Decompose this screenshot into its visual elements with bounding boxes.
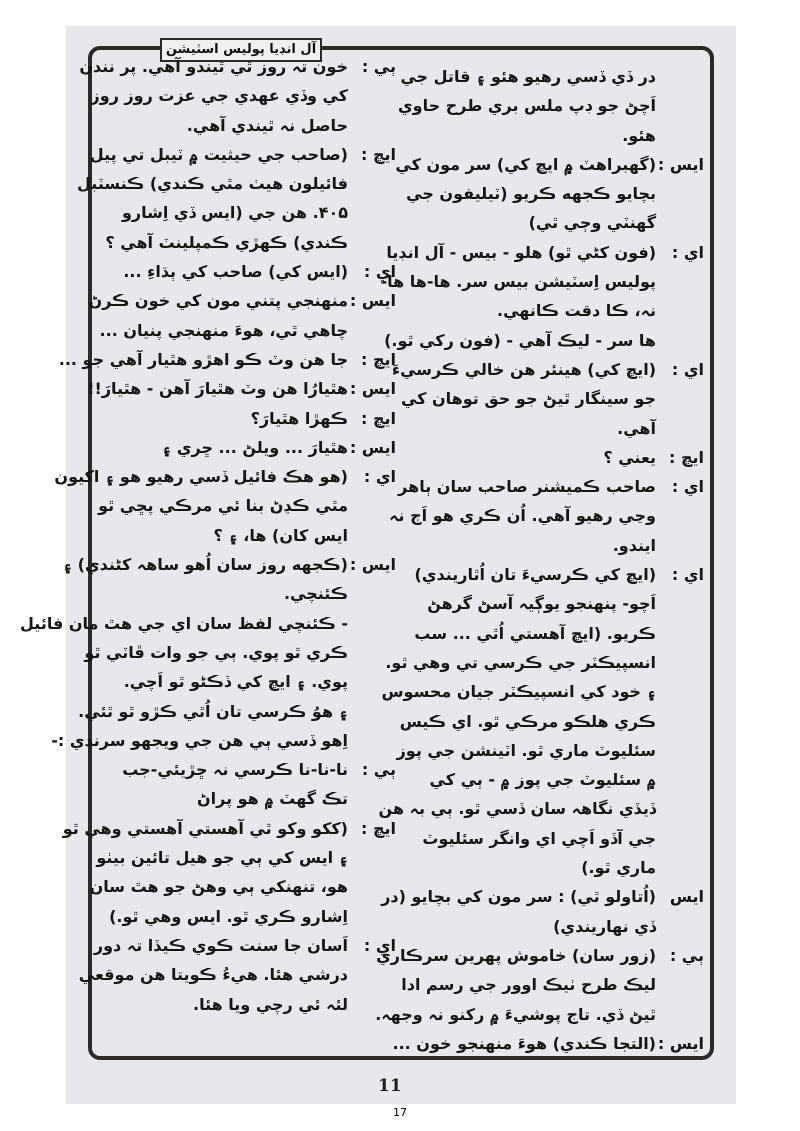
dialogue-line [58,345,396,374]
line-text: پوليس اِسٽيشن بيس سر. ها-ها ها- [380,272,656,292]
line-text: درشي هئا. هيءُ ڪويتا هن موقعي [78,965,348,985]
dialogue-line [406,179,704,208]
line-text: پوي. ۽ ايڇ کي ڏڪڻو ٿو اَچي. [123,672,348,692]
dialogue-line [396,736,704,765]
speaker-label: ايڇ : [361,144,396,164]
line-text: - ڪئنچي لفظ سان اي جي هٿ مان فائيل [20,613,348,633]
dialogue-line [412,912,704,941]
line-text: مٿي ڪڍڻ بنا ئي مرڪي پڇي ٿو [98,496,348,516]
dialogue-line [412,296,704,325]
dialogue-line [386,238,704,267]
dialogue-line [54,462,396,491]
dialogue-line [385,648,704,677]
line-text: ڏي نهاريندي) [553,916,656,936]
dialogue-line [104,198,396,227]
dialogue-line [401,970,704,999]
line-text: گهنٽي وڄي ٿي) [528,213,656,233]
dialogue-line [378,794,704,823]
line-text: هٿيارُا هن وٽ هٿيارَ آهن - هٿيارَ!! [87,379,348,399]
dialogue-line [104,433,396,462]
line-text: (التجا ڪندي) هوءَ منهنجو خون ... [392,1033,656,1053]
dialogue-line [412,414,704,443]
dialogue-line [104,755,396,784]
dialogue-line [77,169,396,198]
line-text: ها سر - ليڪ آهي - (فون رکي ٿو.) [384,330,656,350]
line-text: ليڪ طرح ٺيڪ اوور جي رسم ادا [401,975,656,995]
line-text: صاحب ڪميشنر صاحب سان ٻاهر [398,477,656,497]
dialogue-line [381,882,704,911]
dialogue-line [20,609,396,638]
line-text: اِشارو ڪري ٿو. ايس وهي ٿو.) [109,906,348,926]
dialogue-line [381,677,704,706]
line-text: ايس کان) ها، ۽ ؟ [213,525,348,545]
speaker-label: ايڇ : [361,408,396,428]
speaker-label: اي : [363,935,396,955]
dialogue-line [392,1029,704,1058]
dialogue-line [104,257,396,286]
dialogue-line [412,531,704,560]
line-text: ۴۰۵. هن جي (ايس ڏي اِشارو [121,203,348,223]
line-text: سئليوٽ ماري ٿو. اٽينشن جي پوز [396,740,656,760]
speaker-label: ٻي : [361,760,396,780]
speaker-label: ٻي : [361,57,396,76]
dialogue-line [99,316,396,345]
dialogue-line [98,491,396,520]
dialogue-line [87,374,396,403]
line-text: ۾ سئليوٽ جي پوز ۾ - ٻي کي [429,770,656,790]
line-text: ماري ٿو.) [581,858,656,878]
line-text: (اُتاولو ٿي) : سر مون کي بچايو (در [381,887,656,907]
line-text: ۽ هوُ ڪرسي تان اُٿي ڪڙو ٿو ٿئي. [78,701,348,721]
dialogue-line [412,208,704,237]
line-text: ڪري هلڪو مرڪي ٿو. اي ڪيس [399,711,656,731]
line-text: وڃي رهيو آهي. اُن ڪري هو اَڄ نہ [389,506,656,526]
dialogue-line [412,121,704,150]
line-text: فائيلون هيٺ مٿي ڪندي) ڪنسٽبل [77,174,348,194]
speaker-label: اي : [363,262,396,282]
line-text: (هو هڪ فائيل ڏسي رهيو هو ۽ اکيون [54,467,348,487]
dialogue-line [104,784,396,813]
speaker-label: اي : [671,565,704,585]
line-text: (ايس کي) صاحب کي ٻڌاءِ ... [123,262,348,282]
line-text: (ايڇ کي) هينئر هن خالي ڪرسيءَ [391,359,656,379]
dialogue-line [412,619,704,648]
line-text: اَسان جا سنت ڪوي ڪيڏا تہ دور [93,935,348,955]
dialogue-line [93,931,396,960]
speaker-label: ايڇ : [361,349,396,369]
line-text: ڪريو. (ايڇ آهستي اُٿي ... سب [414,623,656,643]
line-text: اَچڻ جو ڊپ ملس بري طرح حاوي [398,96,656,116]
dialogue-line [412,560,704,589]
dialogue-line [376,941,704,970]
dialogue-line [400,62,704,91]
speaker-label: اي : [363,467,396,487]
line-text: انسپيڪٽر جي ڪرسي تي وهي ٿو. [385,652,656,672]
dialogue-line [89,872,396,901]
speaker-label: ايس [669,887,704,907]
speaker-label: ايڇ : [361,818,396,838]
line-text: جي آڏو اَچي اي وانگر سئليوٽ [422,828,656,848]
line-text: ۽ ايس کي ٻي جو هيل تائين بيٺو [96,848,348,868]
speaker-label: ايس : [349,291,396,311]
dialogue-line [104,990,396,1019]
line-text: هئو. [622,125,656,145]
speaker-label: اي : [671,359,704,379]
line-text: ڪئنچي. [283,584,348,604]
dialogue-line [412,765,704,794]
line-text: خون تہ روز ٿي ٿيندو آهي. پر نندن [79,57,348,76]
line-text: در ڏي ڏسي رهيو هئو ۽ قاتل جي [400,67,656,86]
dialogue-line [96,843,396,872]
dialogue-line [90,81,396,110]
dialogue-line [104,902,396,931]
line-text: جا هن وٽ ڪو اهڙو هٿيار آهي جو ... [58,349,348,369]
line-text: کي وڏي عهدي جي عزت روز روز [90,86,348,106]
dialogue-line [400,384,704,413]
dialogue-line [389,501,704,530]
line-text: (صاحب جي حيثيت ۾ ٽيبل تي پيل [89,144,348,164]
line-text: ٿيڻ ڏي. تاج پوشيءَ ۾ رکنو نہ وجهہ. [375,1004,656,1024]
line-text: نہ، ڪا دقت ڪانهي. [496,301,656,321]
dialogue-line [380,267,704,296]
line-text: هٿيارَ ... ويلڻ ... ڇري ۽ [161,437,348,457]
dialogue-line [412,853,704,882]
line-text: نا-نا-نا ڪرسي نہ ڇڙيئي-جب [122,760,348,780]
speaker-label: ايس : [657,154,704,174]
dialogue-line [62,814,396,843]
dialogue-line [104,404,396,433]
line-text: لئہ ئي رچي ويا هئا. [193,994,348,1014]
dialogue-line [399,707,704,736]
dialogue-line [104,667,396,696]
speaker-label: اي : [671,242,704,262]
dialogue-line [391,355,704,384]
line-text: هو، تنهنکي ٻي وهڻ جو هٿ سان [89,877,348,897]
line-text: (گهبراهٽ ۾ ايڇ کي) سر مون کي [395,154,656,174]
dialogue-line [384,326,704,355]
line-text: ڪهڙا هٿيارَ؟ [250,408,348,428]
line-text: چاهي ٿي، هوءَ منهنجي پنيان ... [99,320,348,340]
dialogue-line [375,1000,704,1029]
dialogue-line [104,228,396,257]
dialogue-line [78,960,396,989]
dialogue-line [104,111,396,140]
line-text: ڏيڏي نگاهہ سان ڏسي ٿو. ٻي بہ هن [378,799,656,819]
dialogue-line [104,579,396,608]
dialogue-line [412,589,704,618]
line-text: بچايو ڪجهه ڪريو (ٽيليفون جي [406,184,656,204]
line-text: يعني ؟ [603,447,656,467]
right-column [375,62,704,1058]
speaker-label: اي : [671,477,704,497]
line-text: اِهو ڏسي ٻي هن جي ويجهو سرندي :- [51,730,348,750]
line-text: اَچو- پنهنجو يوڳيہ آسڻ گرهڻ [427,594,656,614]
line-text: ۽ خود کي انسپيڪٽر جيان محسوس [381,682,656,702]
line-text: (فون کڻي ٿو) هلو - بيس - آل انڊيا [386,242,656,262]
line-text: حاصل نہ ٿيندي آهي. [186,115,348,135]
line-text: ڪندي) ڪهڙي ڪمپلينٽ آهي ؟ [105,232,348,252]
line-text: منهنجي پتني مون کي خون ڪرڻ [88,291,348,311]
line-text: (ڪجهه روز سان اُهو ساهہ کڻندي) ۽ [62,555,348,575]
dialogue-line [412,443,704,472]
dialogue-line [104,521,396,550]
running-title: آل انڊيا پوليس اسٽيشن [160,38,322,62]
line-text: جو سينگار ٿيڻ جو حق توهان کي [400,389,656,409]
speaker-label: ايس : [657,1033,704,1053]
dialogue-line [88,286,396,315]
dialogue-line [412,824,704,853]
dialogue-line [62,550,396,579]
line-text: (ايڇ کي ڪرسيءَ تان اُٿاريندي) [414,565,656,585]
dialogue-line [51,726,396,755]
line-text: (ککو وکو ٿي آهستي آهستي وهي ٿو [62,818,348,838]
dialogue-line [395,150,704,179]
left-column [20,52,396,1019]
line-text: ڪري ٿو پوي. ٻي جو وات ڦاٽي ٿو [84,642,348,662]
dialogue-line [84,638,396,667]
speaker-label: ايس : [349,437,396,457]
line-text: تڪ گهٽ ۾ هو پراڻ [196,789,348,809]
speaker-label: ٻي : [669,945,704,965]
speaker-label: ايس : [349,555,396,575]
dialogue-line [79,52,396,81]
book-page-number: 11 [378,1076,402,1096]
line-text: ايندو. [612,535,656,555]
pdf-page-number: 17 [393,1106,407,1119]
speaker-label: ايس : [349,379,396,399]
dialogue-line [398,91,704,120]
speaker-label: ايڇ : [669,447,704,467]
dialogue-line [78,697,396,726]
line-text: (زور سان) خاموش پهرين سرڪاري [376,945,656,965]
line-text: آهي. [617,418,656,438]
dialogue-line [398,472,704,501]
dialogue-line [89,140,396,169]
